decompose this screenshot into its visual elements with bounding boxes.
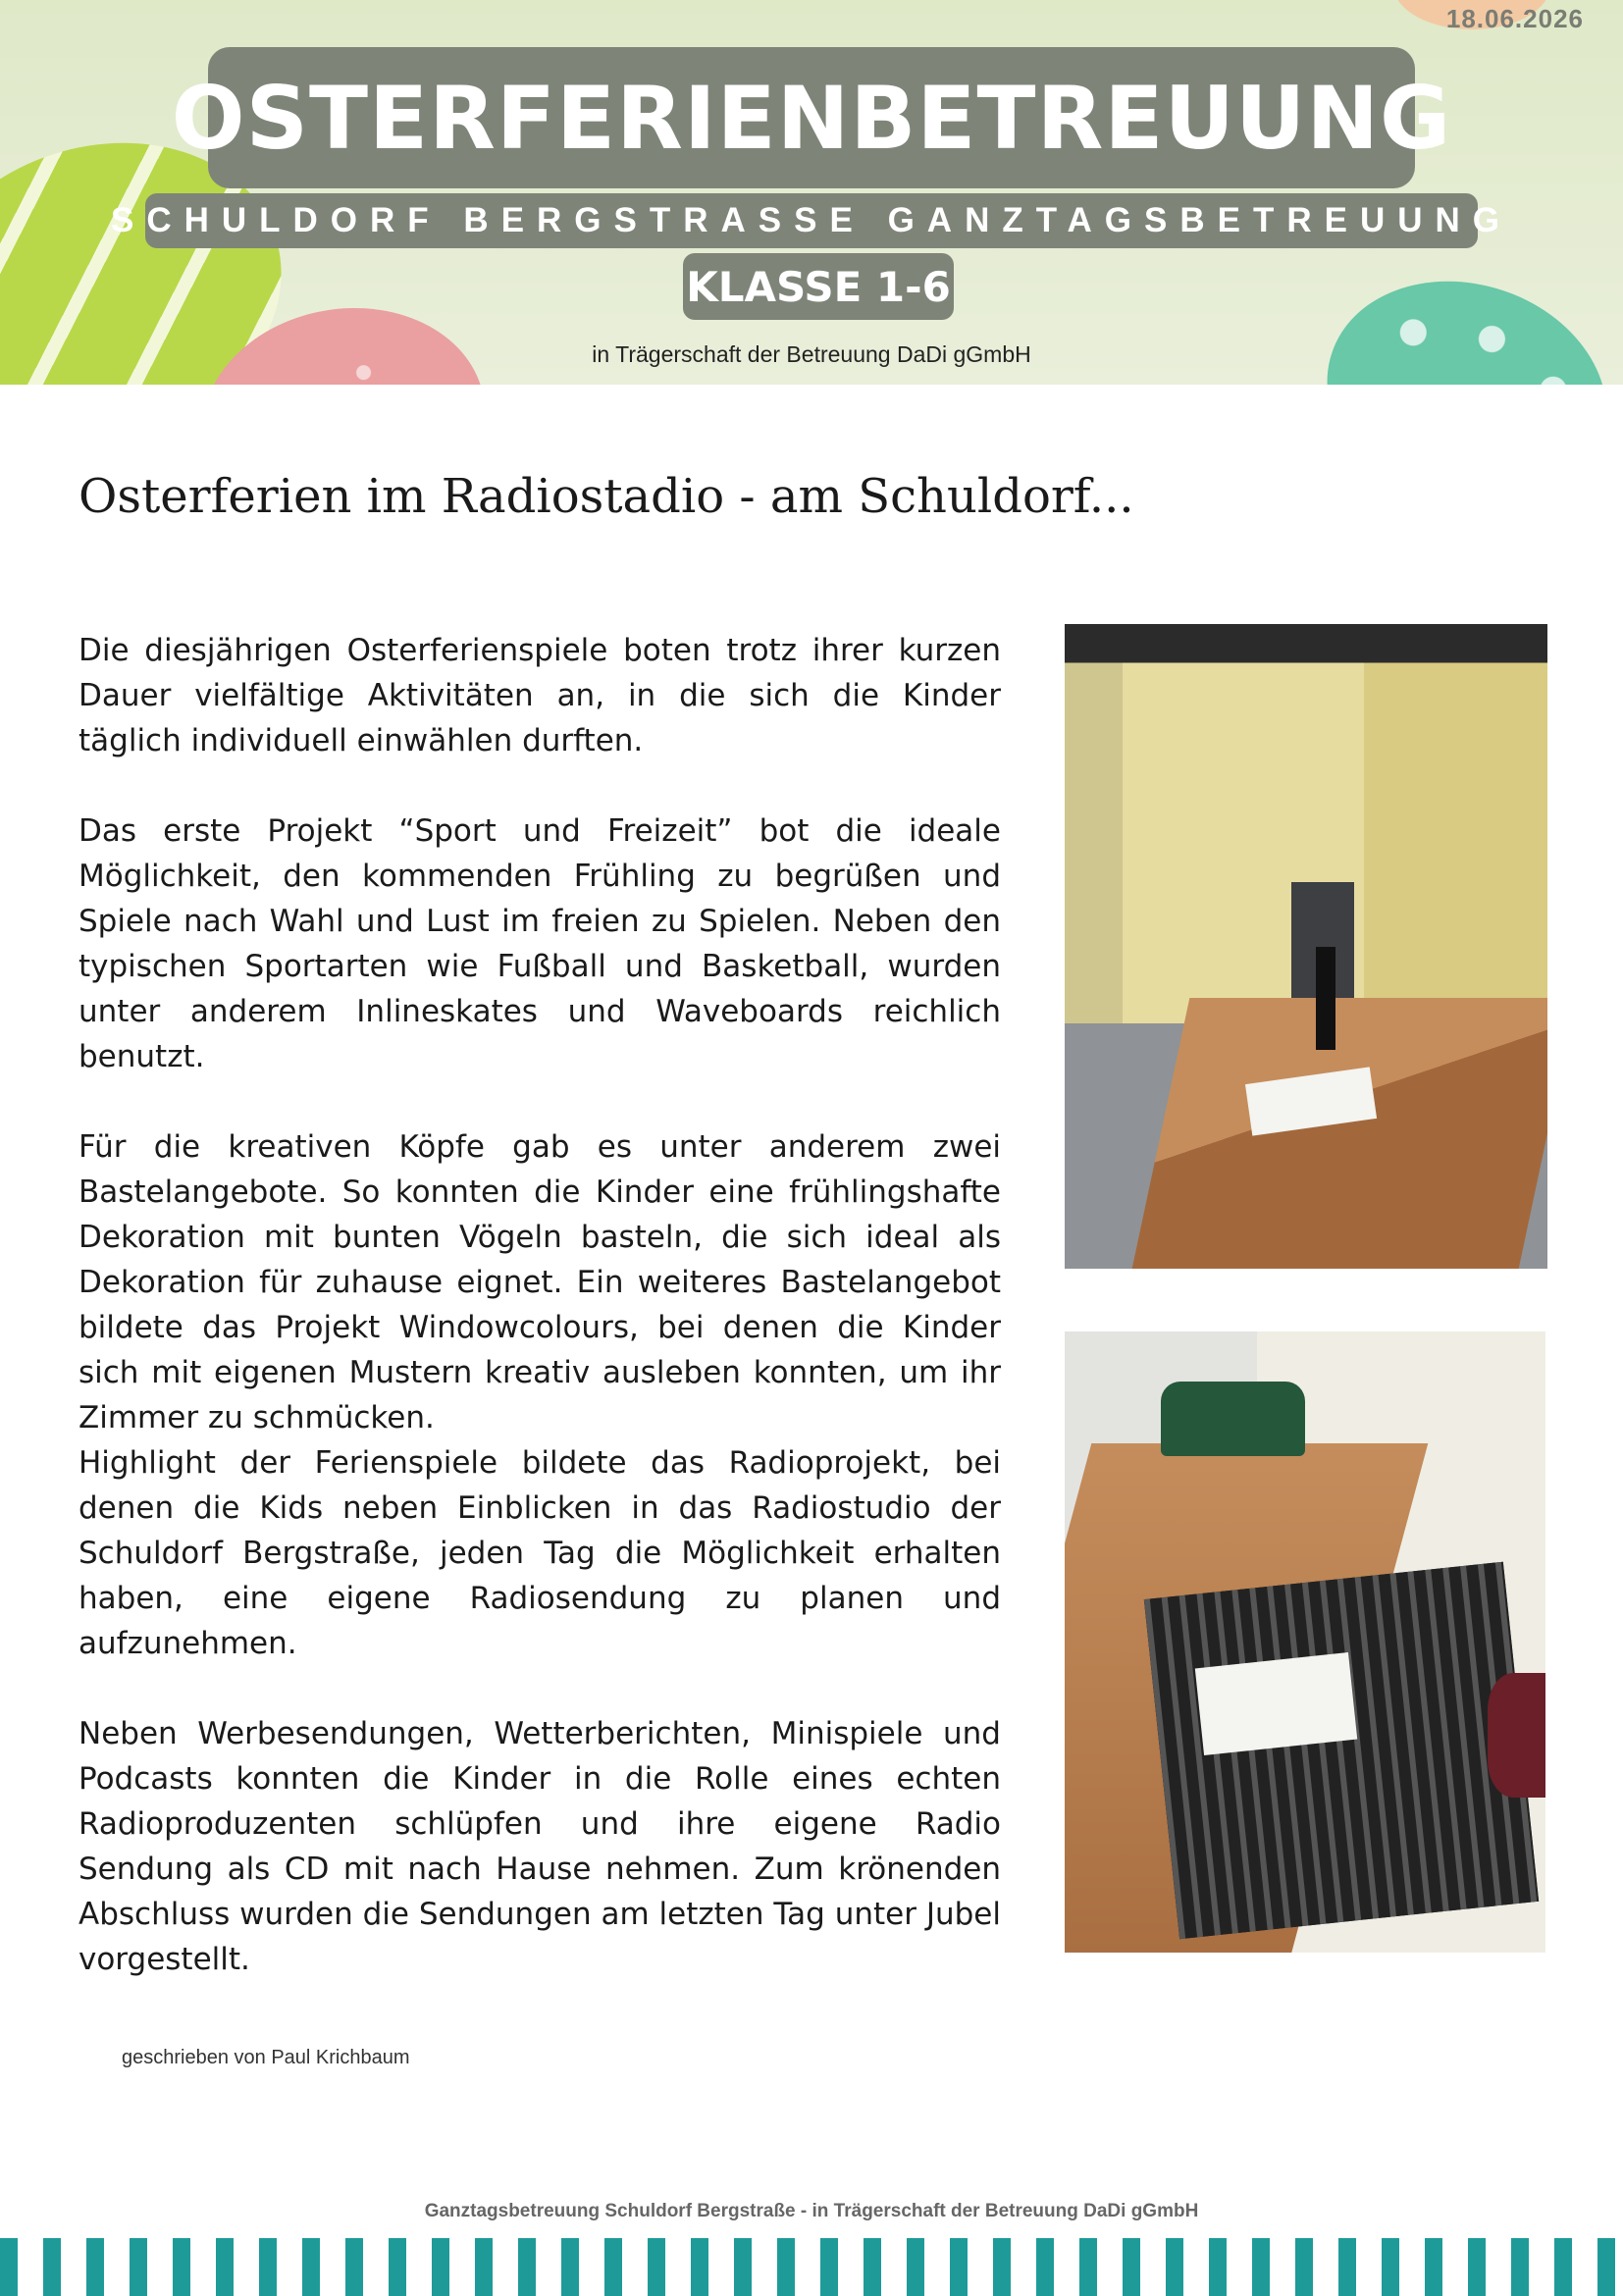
- article-author: geschrieben von Paul Krichbaum: [122, 2047, 410, 2068]
- article-headline: Osterferien im Radiostadio - am Schuldorf...: [79, 469, 1134, 524]
- photo-chair: [1488, 1673, 1545, 1798]
- photo-paper: [1195, 1653, 1357, 1756]
- footer-stripes: [0, 2238, 1623, 2296]
- issue-date: 18.06.2026: [1445, 4, 1584, 33]
- article-paragraph: Die diesjährigen Osterferienspiele boten trotz ihrer kurzen Dauer vielfältige Aktivitäten an, in die sich die Kinder täglich individuell einwählen durften.: [79, 633, 1001, 758]
- article-paragraph: Für die kreativen Köpfe gab es unter anderem zwei Bastelangebote. So konnten die Kinder eine frühlingshafte Dekoration mit bunten Vögeln basteln, die sich ideal als Dekoration für zuhause eignet. Ein weiteres Bastelangebot bildete das Projekt Windowcolours, bei denen die Kinder sich mit eigenen Mustern kreativ ausleben konnten, um ihr Zimmer zu schmücken.: [79, 1129, 1001, 1435]
- footer-text: Ganztagsbetreuung Schuldorf Bergstraße - in Trägerschaft der Betreuung DaDi gGmbH: [424, 2201, 1199, 2221]
- article-paragraph: Neben Werbesendungen, Wetterberichten, Minispiele und Podcasts konnten die Kinder in die Rolle eines echten Radioproduzenten schlüpfen und ihre eigene Radio Sendung als CD mit nach Hause nehmen. Zum krönenden Abschluss wurden die Sendungen am letzten Tag unter Jubel vorgestellt.: [79, 1716, 1001, 1977]
- sponsor-line: in Trägerschaft der Betreuung DaDi gGmbH: [592, 341, 1031, 367]
- title-banner: [171, 47, 1452, 188]
- page-title: OSTERFERIENBETREUUNG: [171, 67, 1452, 169]
- grade-badge: [683, 253, 954, 320]
- article-paragraph: Das erste Projekt “Sport und Freizeit” bot die ideale Möglichkeit, den kommenden Frühling zu begrüßen und Spiele nach Wahl und Lust im freien zu Spielen. Neben den typischen Sportarten wie Fußball und Basketball, wurden unter anderem Inlineskates und Waveboards reichlich benutzt.: [79, 813, 1001, 1074]
- article-paragraph: Highlight der Ferienspiele bildete das Radioprojekt, bei denen die Kids neben Einblicken in das Radiostudio der Schuldorf Bergstraße, jeden Tag die Möglichkeit erhalten haben, eine eigene Radiosendung zu planen und aufzunehmen.: [79, 1445, 1001, 1661]
- radio-studio-room-photo: [1065, 624, 1547, 1269]
- mixing-console-photo: [1065, 1331, 1545, 1953]
- photo-cloth: [1161, 1382, 1305, 1456]
- page-subtitle: SCHULDORF BERGSTRASSE GANZTAGSBETREUUNG: [110, 201, 1513, 239]
- grade-label: KLASSE 1-6: [686, 262, 951, 311]
- photo-desk: [1132, 998, 1547, 1269]
- header-banner: [0, 0, 1623, 385]
- article-body: [79, 628, 1001, 1982]
- photo-monitor: [1316, 947, 1335, 1050]
- subtitle-banner: [110, 193, 1513, 248]
